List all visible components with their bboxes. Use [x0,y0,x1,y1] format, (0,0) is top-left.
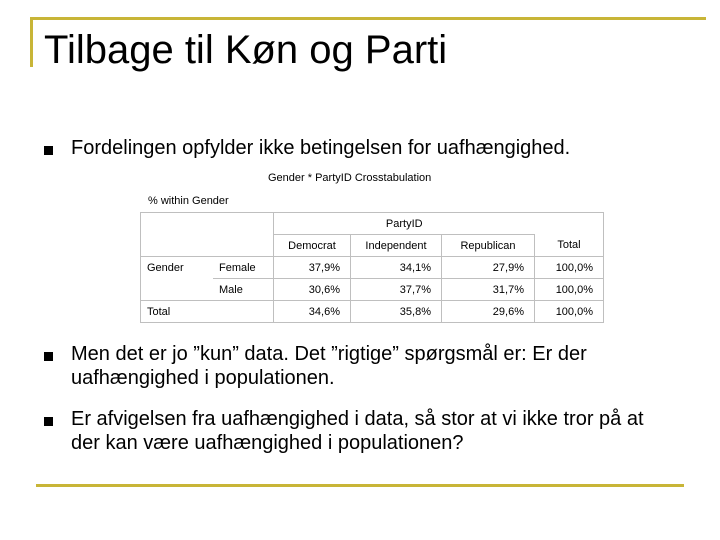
row-variable-label: Gender [141,257,214,279]
bullet-1 [44,136,671,160]
column-header: Total [535,235,604,257]
table-cell: 100,0% [535,301,604,323]
crosstab-subtitle: % within Gender [148,195,229,207]
column-header: Republican [442,235,535,257]
column-group-header: PartyID [274,213,535,235]
slide-title: Tilbage til Køn og Parti [44,28,448,72]
corner-cell [213,235,274,257]
table-cell: 31,7% [442,279,535,301]
crosstab-title: Gender * PartyID Crosstabulation [268,172,432,184]
table-cell: 37,7% [351,279,442,301]
bullet-2 [44,342,671,390]
column-header: Independent [351,235,442,257]
crosstab-table [140,212,604,323]
table-cell: 30,6% [274,279,351,301]
corner-cell [213,213,274,235]
bullet-2-text: Men det er jo ”kun” data. Det ”rigtige” spørgsmål er: Er der uafhængighed i populationen. [71,343,587,389]
bottom-rule [36,484,684,487]
column-header: Democrat [274,235,351,257]
table-cell: 100,0% [535,257,604,279]
corner-cell [141,213,214,235]
total-row-label: Total [141,301,274,323]
bullet-square-icon [44,352,53,361]
bullet-3 [44,407,671,455]
table-cell: 35,8% [351,301,442,323]
table-cell: 37,9% [274,257,351,279]
row-label: Male [213,279,274,301]
bullet-square-icon [44,146,53,155]
row-label: Female [213,257,274,279]
row-variable-spacer [141,279,214,301]
top-rule [30,17,706,20]
left-rule [30,17,33,67]
table-cell: 27,9% [442,257,535,279]
bullet-1-text: Fordelingen opfylder ikke betingelsen for uafhængighed. [71,137,571,159]
table-cell: 34,1% [351,257,442,279]
table-cell: 29,6% [442,301,535,323]
total-header-spacer [535,213,604,235]
corner-cell [141,235,214,257]
table-cell: 100,0% [535,279,604,301]
bullet-3-text: Er afvigelsen fra uafhængighed i data, så stor at vi ikke tror på at der kan være uafhængighed i populationen? [71,408,644,454]
bullet-square-icon [44,417,53,426]
table-cell: 34,6% [274,301,351,323]
